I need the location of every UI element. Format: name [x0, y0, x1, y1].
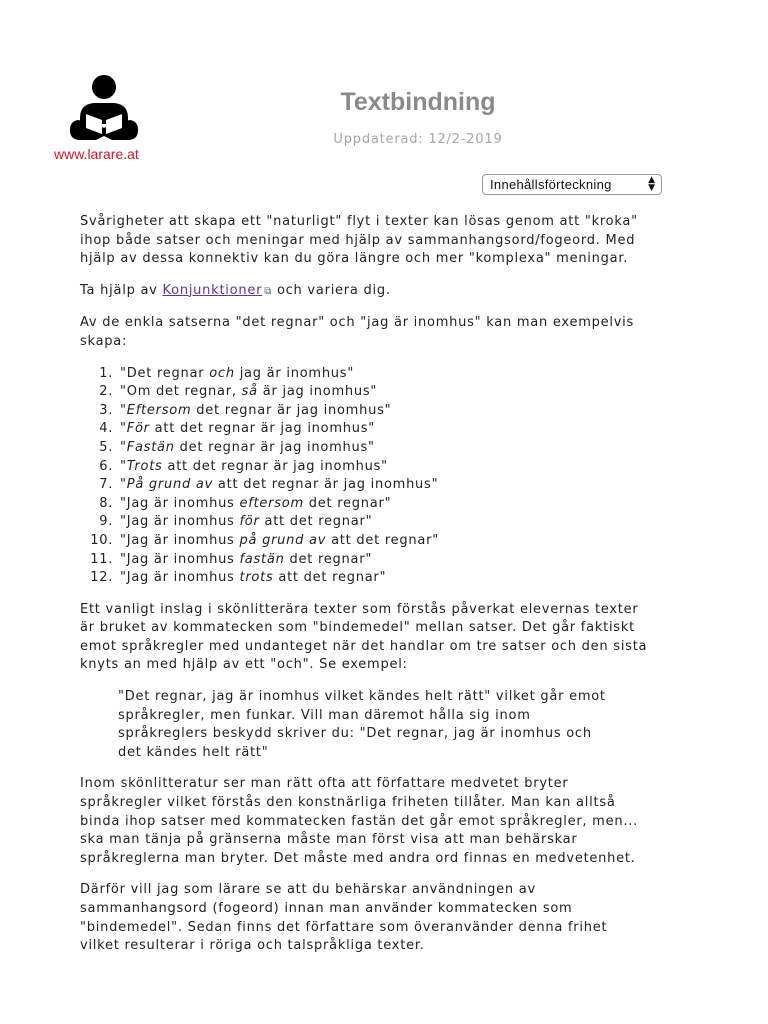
example-connective: Trots	[126, 458, 163, 474]
example-connective: och	[209, 365, 235, 381]
example-text: att det regnar är jag inomhus"	[162, 458, 388, 474]
example-item	[118, 439, 650, 458]
literature-paragraph: Inom skönlitteratur ser man rätt ofta att författare medvetet bryter språkregler vilket förstås den konstnärliga friheten tillåter. Man kan alltså binda ihop satser med kommatecken fastän det går emot språkregler, men... ska man tänja på gränserna måste man först visa att man behärskar språkreglerna man bryter. Det måste med andra ord finnas en medvetenhet.	[80, 776, 638, 866]
example-connective: Fastän	[126, 439, 175, 455]
link-paragraph	[80, 282, 650, 302]
example-connective: För	[126, 421, 150, 437]
example-text: "	[120, 458, 127, 474]
example-text: att det regnar"	[259, 514, 373, 530]
example-text: "	[120, 439, 127, 455]
example-text: "Jag är inomhus	[120, 495, 240, 511]
example-item	[118, 569, 650, 588]
example-text: "Jag är inomhus	[120, 570, 240, 586]
toc-select-label: Innehållsförteckning	[490, 177, 612, 192]
example-connective: trots	[239, 570, 274, 586]
example-text: är jag inomhus"	[257, 384, 378, 400]
konjunktioner-link[interactable]: Konjunktioner	[162, 282, 263, 298]
example-connective: så	[241, 384, 258, 400]
example-item	[118, 476, 650, 495]
toc-select[interactable]	[482, 174, 662, 195]
example-item	[118, 551, 650, 570]
example-text: det regnar är jag inomhus"	[174, 439, 375, 455]
example-connective: på grund av	[239, 532, 327, 548]
example-text: "Det regnar	[120, 365, 210, 381]
example-item	[118, 458, 650, 477]
logo-url[interactable]: www.larare.at	[54, 146, 139, 162]
example-connective: fastän	[239, 551, 285, 567]
article-body	[80, 213, 650, 969]
example-text: det regnar"	[284, 551, 373, 567]
example-item	[118, 383, 650, 402]
example-text: "Jag är inomhus	[120, 532, 240, 548]
example-text: jag är inomhus"	[234, 365, 355, 381]
link-suffix: och variera dig.	[272, 282, 391, 298]
example-text: "	[120, 421, 127, 437]
link-prefix: Ta hjälp av	[80, 282, 163, 298]
updown-arrows-icon: ▲ ▼	[648, 175, 655, 193]
example-intro: Av de enkla satserna "det regnar" och "jag är inomhus" kan man exempelvis skapa:	[80, 315, 635, 349]
example-item	[118, 513, 650, 532]
example-connective: för	[239, 514, 260, 530]
example-item	[118, 495, 650, 514]
example-text: "Jag är inomhus	[120, 514, 240, 530]
example-connective: Eftersom	[126, 402, 192, 418]
example-connective: eftersom	[239, 495, 304, 511]
example-item	[118, 365, 650, 384]
example-text: "	[120, 402, 127, 418]
external-link-icon: ⧉	[264, 285, 273, 297]
example-text: det regnar är jag inomhus"	[191, 402, 392, 418]
example-text: att det regnar"	[273, 570, 387, 586]
example-text: att det regnar"	[326, 532, 439, 548]
intro-paragraph: Svårigheter att skapa ett "naturligt" flyt i texter kan lösas genom att "kroka" ihop både satser och meningar med hjälp av sammanhangsord/fogeord. Med hjälp av dessa konnektiv kan du göra längre och mer "komplexa" meningar.	[80, 214, 638, 267]
updated-date: Uppdaterad: 12/2-2019	[333, 132, 503, 147]
example-text: "	[120, 477, 127, 493]
teacher-paragraph: Därför vill jag som lärare se att du behärskar användningen av sammanhangsord (fogeord) innan man använder kommatecken som "bindemedel". Sedan finns det författare som överanvänder denna frihet vilket resulterar i röriga och talspråkliga texter.	[80, 882, 608, 954]
examples-list	[80, 365, 650, 588]
example-item	[118, 402, 650, 421]
page-title: Textbindning	[340, 88, 496, 116]
example-text: "Jag är inomhus	[120, 551, 240, 567]
example-connective: På grund av	[126, 477, 214, 493]
example-quote: "Det regnar, jag är inomhus vilket kändes helt rätt" vilket går emot språkregler, men funkar. Vill man däremot hålla sig inom språkreglers beskydd skriver du: "Det regnar, jag är inomhus och det kändes helt rätt"	[118, 689, 606, 760]
example-text: att det regnar är jag inomhus"	[149, 421, 376, 437]
example-text: "Om det regnar,	[120, 384, 242, 400]
example-item	[118, 420, 650, 439]
example-text: det regnar"	[303, 495, 392, 511]
comma-paragraph: Ett vanligt inslag i skönlitterära texter som förstås påverkat elevernas texter är bruket av kommatecken som "bindemedel" mellan satser. Det går faktiskt emot språkregler med undanteget när det handlar om tre satser och den sista knyts an med hjälp av ett "och". Se exempel:	[80, 601, 648, 673]
example-item	[118, 532, 650, 551]
example-text: att det regnar är jag inomhus"	[213, 477, 439, 493]
